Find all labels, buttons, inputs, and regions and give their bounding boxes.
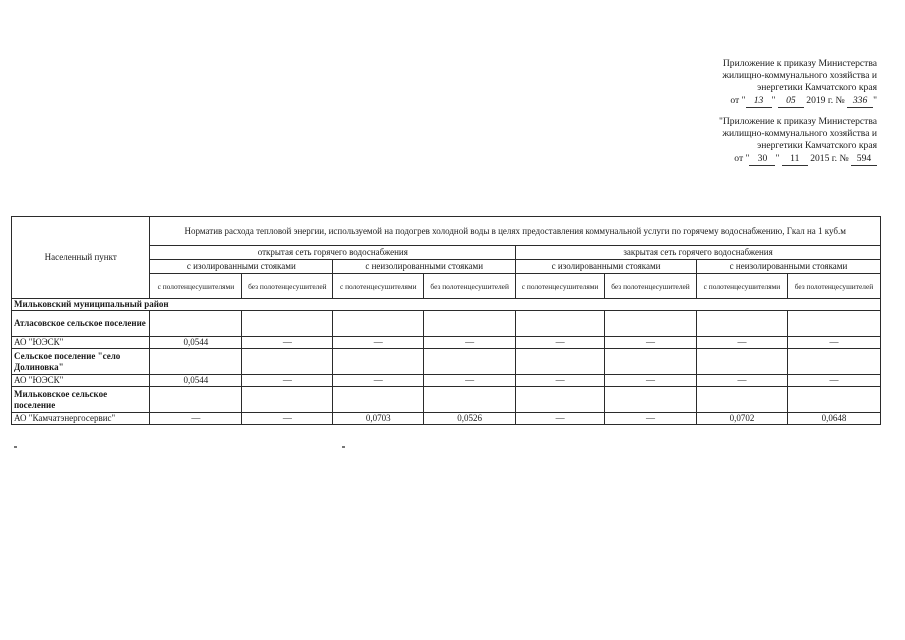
table-row [12, 337, 881, 349]
order-day: 30 [749, 153, 775, 166]
without-towel-header: без полотенцесушителей [242, 274, 333, 299]
header-line: энергетики Камчатского края [757, 82, 877, 94]
value-cell: — [516, 413, 605, 425]
value-cell: 0,0544 [150, 375, 242, 387]
non-insulated-header: с неизолированными стояками [333, 260, 516, 274]
settlement-name: Мильковское сельское поселение [12, 387, 150, 413]
value-cell: 0,0702 [696, 413, 787, 425]
settlement-name: Атласовское сельское поселение [12, 311, 150, 337]
insulated-header: с изолированными стояками [150, 260, 333, 274]
header-line: энергетики Камчатского края [757, 140, 877, 152]
value-cell: 0,0526 [424, 413, 516, 425]
order-month: 11 [782, 153, 808, 166]
order-day: 13 [746, 95, 772, 108]
header-line: Приложение к приказу Министерства [722, 58, 877, 69]
order-number: 594 [851, 153, 877, 166]
value-cell: 0,0544 [150, 337, 242, 349]
district-row: Мильковский муниципальный район [12, 299, 881, 311]
value-cell: — [242, 375, 333, 387]
col-settlement-header: Населенный пункт [12, 217, 150, 299]
order-date-line: от " 30 " 11 2015 г. № 594 [719, 153, 877, 166]
order-date-line: от " 13 " 05 2019 г. № 336 " [722, 95, 877, 108]
value-cell: — [605, 413, 697, 425]
header-line: "Приложение к приказу Министерства [718, 116, 877, 127]
non-insulated-header: с неизолированными стояками [696, 260, 880, 274]
order-month: 05 [778, 95, 804, 108]
value-cell: 0,0703 [333, 413, 424, 425]
value-cell: — [242, 413, 333, 425]
value-cell: 0,0648 [787, 413, 880, 425]
value-cell: — [787, 375, 880, 387]
value-cell: — [516, 337, 605, 349]
open-network-header: открытая сеть горячего водоснабжения [150, 246, 516, 260]
with-towel-header: с полотенцесушителями [516, 274, 605, 299]
value-cell: — [424, 337, 516, 349]
without-towel-header: без полотенцесушителей [424, 274, 516, 299]
appendix-header-old [719, 116, 877, 166]
value-cell: — [605, 337, 697, 349]
value-cell: — [333, 337, 424, 349]
with-towel-header: с полотенцесушителями [150, 274, 242, 299]
main-header: Норматив расхода тепловой энергии, используемой на подогрев холодной воды в целях предоставления коммунальной услуги по горячему водоснабжению, Гкал на 1 куб.м [150, 217, 881, 246]
table-row [12, 413, 881, 425]
organization-name: АО "ЮЭСК" [12, 375, 150, 387]
norm-table [11, 216, 881, 425]
with-towel-header: с полотенцесушителями [333, 274, 424, 299]
scan-speck [14, 446, 17, 448]
value-cell: — [516, 375, 605, 387]
value-cell: — [696, 375, 787, 387]
value-cell: — [696, 337, 787, 349]
closed-network-header: закрытая сеть горячего водоснабжения [516, 246, 881, 260]
value-cell: — [605, 375, 697, 387]
with-towel-header: с полотенцесушителями [696, 274, 787, 299]
scan-speck [342, 446, 345, 448]
header-line: жилищно-коммунального хозяйства и [722, 128, 877, 140]
order-number: 336 [847, 95, 873, 108]
appendix-header-new [722, 58, 877, 108]
header-line: жилищно-коммунального хозяйства и [722, 70, 877, 82]
organization-name: АО "ЮЭСК" [12, 337, 150, 349]
value-cell: — [787, 337, 880, 349]
settlement-name: Сельское поселение "село Долиновка" [12, 349, 150, 375]
without-towel-header: без полотенцесушителей [787, 274, 880, 299]
without-towel-header: без полотенцесушителей [605, 274, 697, 299]
value-cell: — [424, 375, 516, 387]
value-cell: — [242, 337, 333, 349]
value-cell: — [333, 375, 424, 387]
organization-name: АО "Камчатэнергосервис" [12, 413, 150, 425]
table-row [12, 375, 881, 387]
value-cell: — [150, 413, 242, 425]
insulated-header: с изолированными стояками [516, 260, 697, 274]
